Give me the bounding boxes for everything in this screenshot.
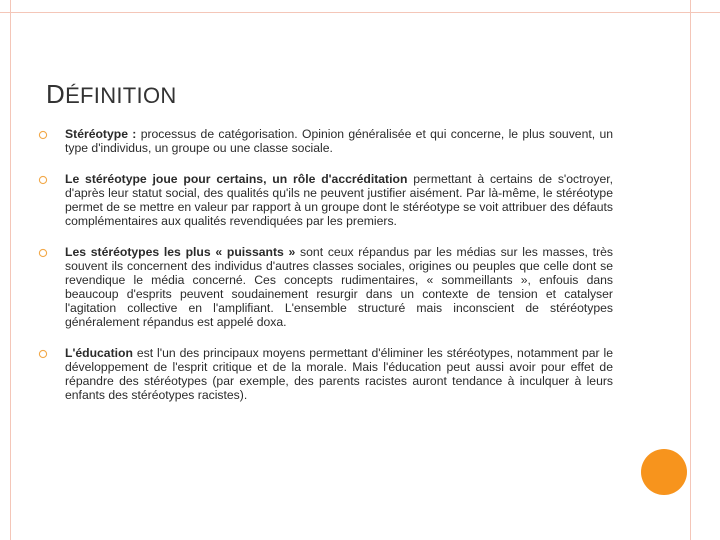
decorative-orange-circle — [641, 449, 687, 495]
bullet-marker-icon — [38, 130, 48, 140]
bullet-bold-text: Le stéréotype joue pour certains, un rôle d'accréditation — [65, 172, 408, 186]
bullet-item-accreditation — [38, 172, 613, 228]
bullet-marker-icon — [38, 248, 48, 258]
frame-line-top — [0, 12, 720, 13]
slide-title — [46, 79, 177, 110]
bullet-text: est l'un des principaux moyens permettant d'éliminer les stéréotypes, notamment par le développement de l'esprit critique et de la morale. Mais l'éducation peut aussi avoir pour effet de répandre des stéréotypes (par exemple, des parents racistes auront tendance à inculquer à leurs enfants des stéréotypes racistes). — [65, 346, 613, 402]
bullet-list — [38, 127, 613, 419]
bullet-text: permettant à certains de s'octroyer, d'après leur statut social, des qualités qu'ils ne peuvent justifier aisément. Par là-même, le stéréotype permet de se mettre en valeur par rapport à un groupe dont le stéréotype se voit attribuer des défauts complémentaires aux qualités revendiquées par les premiers. — [65, 172, 613, 228]
bullet-text: sont ceux répandus par les médias sur les masses, très souvent ils concernent des individus d'autres classes sociales, origines ou peuples que celle dont se revendique le média concerné. Ces concepts rudimentaires, « sommeillants », enfouis dans beaucoup d'esprits peuvent soudainement resurgir dans un contexte de tension et catalyser l'agitation collective en l'amplifiant. L'ensemble structuré mais inconscient de stéréotypes généralement répandus est appelé doxa. — [65, 245, 613, 329]
bullet-item-puissants — [38, 245, 613, 329]
slide-title-rest: ÉFINITION — [65, 83, 177, 108]
frame-line-left — [10, 0, 11, 540]
bullet-bold-text: Stéréotype : — [65, 127, 137, 141]
frame-line-right — [690, 0, 691, 540]
bullet-item-stereotype — [38, 127, 613, 155]
bullet-text: processus de catégorisation. Opinion généralisée et qui concerne, le plus souvent, un type d'individus, un groupe ou une classe sociale. — [65, 127, 613, 155]
slide-title-initial: D — [46, 79, 66, 109]
bullet-item-education — [38, 346, 613, 402]
bullet-marker-icon — [38, 175, 48, 185]
bullet-bold-text: Les stéréotypes les plus « puissants » — [65, 245, 296, 259]
bullet-bold-text: L'éducation — [65, 346, 133, 360]
bullet-marker-icon — [38, 349, 48, 359]
